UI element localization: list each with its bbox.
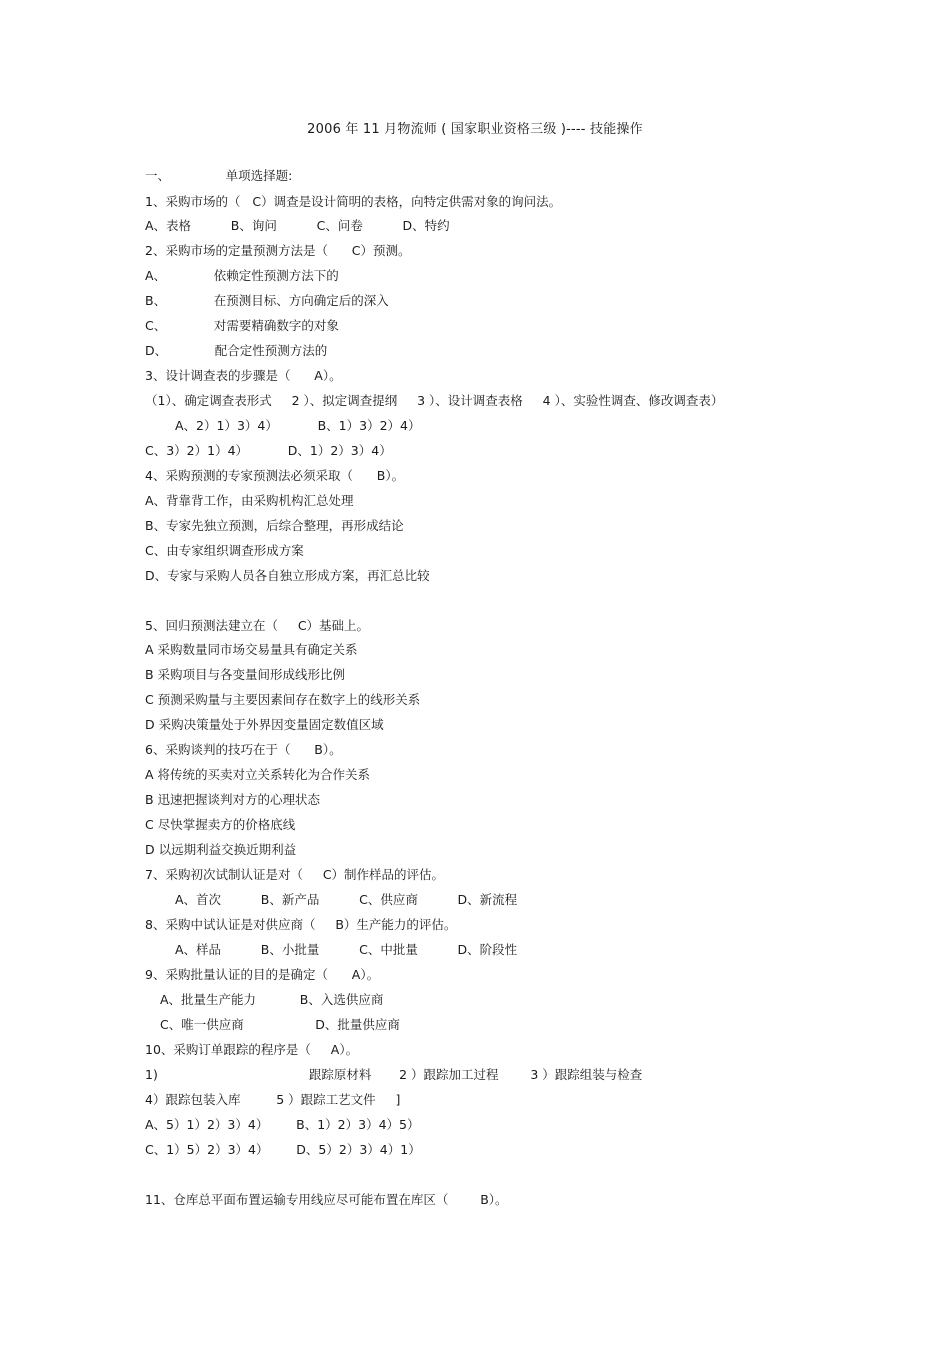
text-line: A、表格 B、询问 C、问卷 D、特约 (145, 218, 450, 233)
text-line: C 尽快掌握卖方的价格底线 (145, 817, 296, 832)
text-line: D 以远期利益交换近期利益 (145, 842, 297, 857)
text-line: 1) 跟踪原材料 2 ）跟踪加工过程 3 ）跟踪组装与检查 (145, 1067, 643, 1082)
text-line: 2、采购市场的定量预测方法是（ C）预测。 (145, 243, 411, 258)
text-line: 4、采购预测的专家预测法必须采取（ B）。 (145, 468, 405, 483)
text-line: A、5）1）2）3）4） B、1）2）3）4）5） (145, 1117, 420, 1132)
text-line: 9、采购批量认证的目的是确定（ A）。 (145, 967, 380, 982)
text-line: B、 在预测目标、方向确定后的深入 (145, 293, 389, 308)
text-line: A、 依赖定性预测方法下的 (145, 268, 339, 283)
text-line: 5、回归预测法建立在（ C）基础上。 (145, 618, 370, 633)
text-line: 8、采购中试认证是对供应商（ B）生产能力的评估。 (145, 917, 457, 932)
text-line: 11、仓库总平面布置运输专用线应尽可能布置在库区（ B）。 (145, 1192, 508, 1207)
text-line: B 采购项目与各变量间形成线形比例 (145, 667, 346, 682)
text-line: C、3）2）1）4） D、1）2）3）4） (145, 443, 392, 458)
text-line: C、1）5）2）3）4） D、5）2）3）4）1） (145, 1142, 421, 1157)
text-line: A、2）1）3）4） B、1）3）2）4） (175, 418, 421, 433)
text-line: D 采购决策量处于外界因变量固定数值区域 (145, 717, 384, 732)
text-line: D、 配合定性预测方法的 (145, 343, 328, 358)
text-line: 1、采购市场的（ C）调查是设计简明的表格，向特定供需对象的询问法。 (145, 194, 562, 209)
text-line: D、专家与采购人员各自独立形成方案，再汇总比较 (145, 568, 430, 583)
text-line: A、样品 B、小批量 C、中批量 D、阶段性 (175, 942, 518, 957)
text-line: A、首次 B、新产品 C、供应商 D、新流程 (175, 892, 518, 907)
text-line: （1）、确定调查表形式 2 ）、拟定调查提纲 3 ）、设计调查表格 4 ）、实验性调查、修改调查表） (145, 393, 724, 408)
text-line: A、批量生产能力 B、入选供应商 (160, 992, 384, 1007)
text-line: 3、设计调查表的步骤是（ A）。 (145, 368, 342, 383)
text-line: 10、采购订单跟踪的程序是（ A）。 (145, 1042, 359, 1057)
text-line: C 预测采购量与主要因素间存在数字上的线形关系 (145, 692, 421, 707)
text-line: C、唯一供应商 D、批量供应商 (160, 1017, 400, 1032)
text-line: A 采购数量同市场交易量具有确定关系 (145, 642, 358, 657)
text-line: 4）跟踪包装入库 5 ）跟踪工艺文件 ] (145, 1092, 401, 1107)
text-line: A、背靠背工作，由采购机构汇总处理 (145, 493, 354, 508)
text-line: 6、采购谈判的技巧在于（ B）。 (145, 742, 342, 757)
document-title: 2006 年 11 月物流师 ( 国家职业资格三级 )---- 技能操作 (307, 122, 643, 137)
text-line: 7、采购初次试制认证是对（ C）制作样品的评估。 (145, 867, 445, 882)
text-line: 一、 单项选择题: (145, 168, 293, 183)
text-line: B 迅速把握谈判对方的心理状态 (145, 792, 321, 807)
text-line: C、由专家组织调查形成方案 (145, 543, 304, 558)
text-line: C、 对需要精确数字的对象 (145, 318, 339, 333)
text-line: B、专家先独立预测，后综合整理，再形成结论 (145, 518, 404, 533)
text-line: A 将传统的买卖对立关系转化为合作关系 (145, 767, 371, 782)
